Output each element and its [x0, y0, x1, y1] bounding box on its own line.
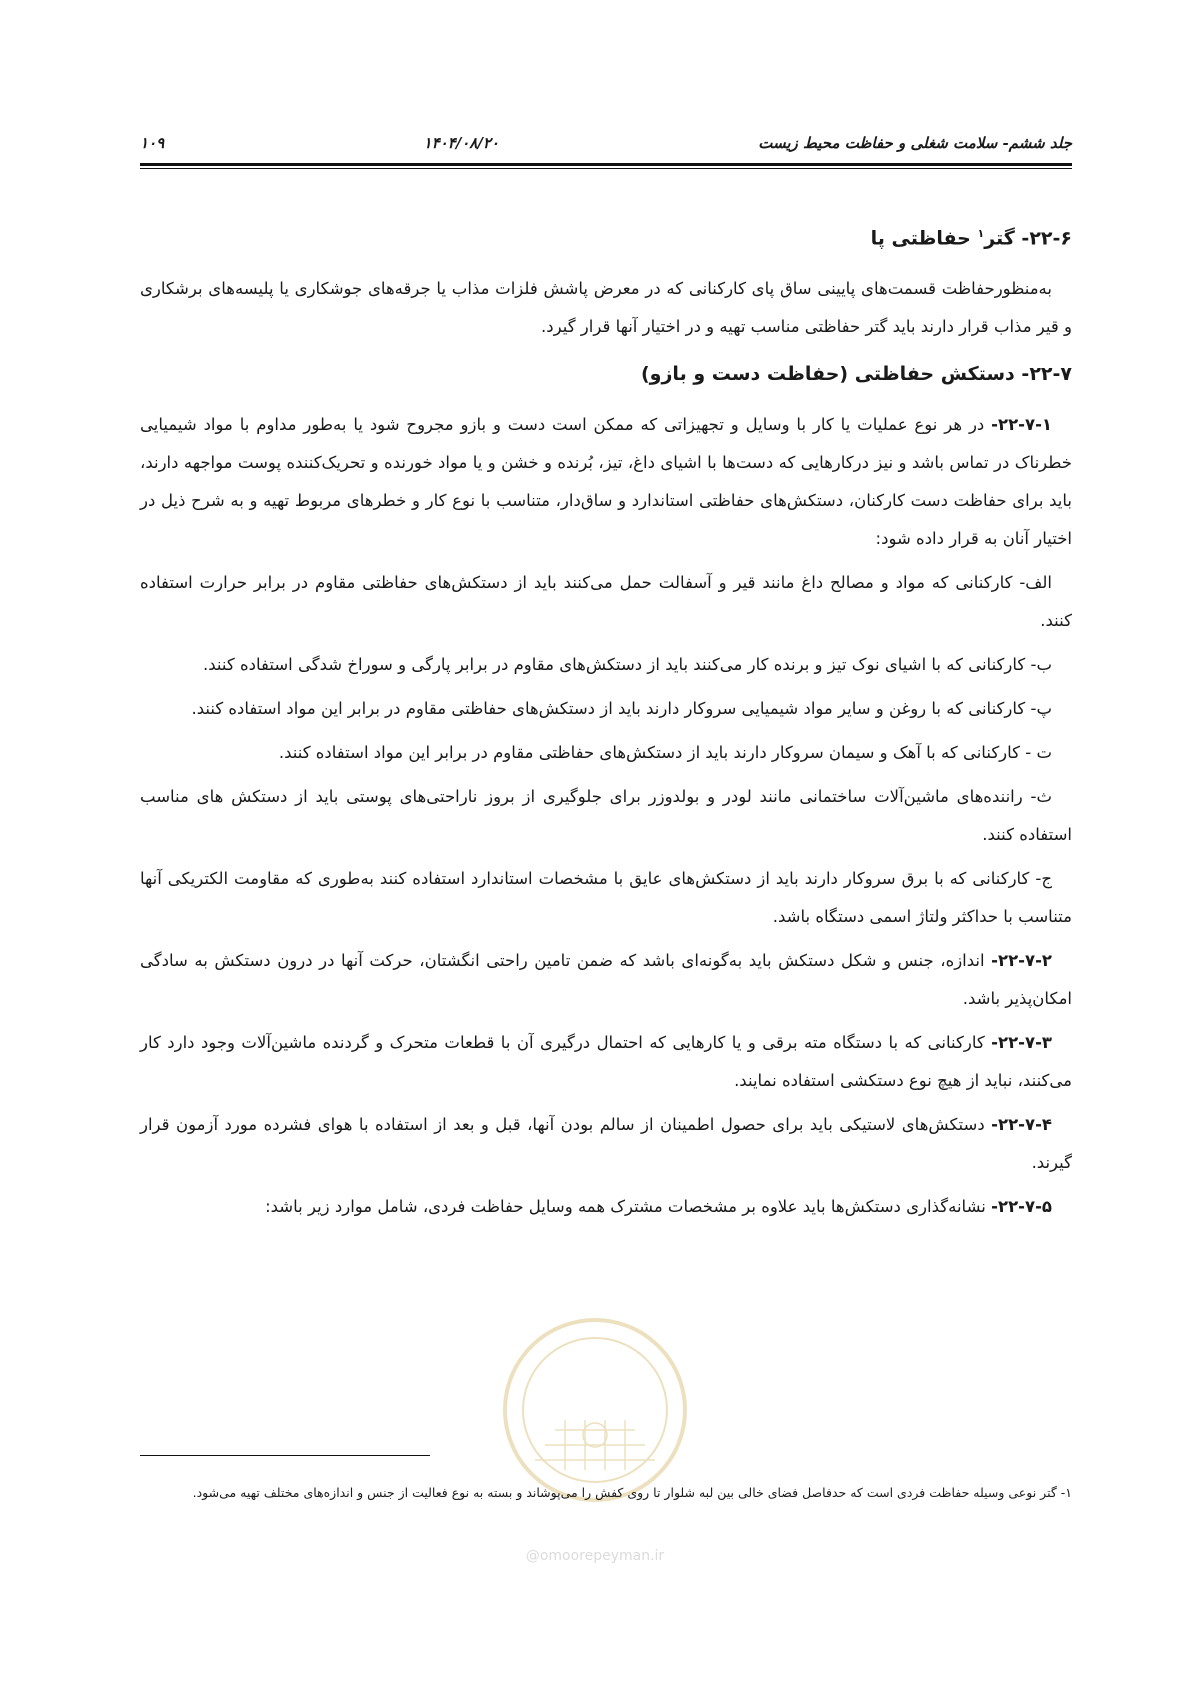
list-item-be: ب- کارکنانی که با اشیای نوک تیز و برنده کار می‌کنند باید از دستکش‌های مقاوم در برابر پارگی و سوراخ شدگی استفاده کنند.	[203, 655, 1052, 675]
clause-number: ۲۲-۷-۳-	[991, 1033, 1052, 1053]
running-header	[140, 128, 1072, 158]
clause-22-7-3: ۲۲-۷-۳- کارکنانی که با دستگاه مته برقی و یا کارهایی که احتمال درگیری آن با قطعات متحرک و گردنده ماشین‌آلات وجود دارد کار می‌کنند، نباید از هیچ نوع دستکشی استفاده نمایند.	[140, 1033, 1072, 1091]
paragraph-22-6: به‌منظورحفاظت قسمت‌های پایینی ساق پای کارکنانی که در معرض پاشش فلزات مذاب یا جرقه‌های جوشکاری یا پلیسه‌های برشکاری و قیر مذاب قرار دارند باید گتر حفاظتی مناسب تهیه و در اختیار آنها قرار گیرد.	[140, 279, 1072, 337]
clause-number: ۲۲-۷-۴-	[991, 1115, 1052, 1135]
clause-22-7-2: ۲۲-۷-۲- اندازه، جنس و شکل دستکش باید به‌گونه‌ای باشد که ضمن تامین راحتی انگشتان، حرکت آنها در درون دستکش به سادگی امکان‌پذیر باشد.	[140, 951, 1072, 1009]
clause-number: ۲۲-۷-۱-	[991, 415, 1052, 435]
list-item-jim: ج- کارکنانی که با برق سروکار دارند باید از دستکش‌های عایق با مشخصات استاندارد استفاده کنند به‌طوری که مقاومت الکتریکی آنها متناسب با حداکثر ولتاژ اسمی دستگاه باشد.	[140, 869, 1072, 927]
book-title: جلد ششم- سلامت شغلی و حفاظت محیط زیست	[758, 134, 1072, 152]
footnote-rule	[140, 1455, 430, 1456]
list-item-pe: پ- کارکنانی که با روغن و سایر مواد شیمیایی سروکار دارند باید از دستکش‌های حفاظتی مقاوم در برابر این مواد استفاده کنند.	[191, 699, 1052, 719]
list-item-te: ت - کارکنانی که با آهک و سیمان سروکار دارند باید از دستکش‌های حفاظتی مقاوم در برابر این مواد استفاده کنند.	[278, 743, 1052, 763]
main-content	[140, 212, 1072, 1232]
header-rule-thick	[140, 163, 1072, 166]
clause-22-7-1: ۲۲-۷-۱- در هر نوع عملیات یا کار با وسایل و تجهیزاتی که ممکن است دست و بازو مجروح شود یا به‌طور مداوم با مواد شیمیایی خطرناک در تماس باشد و نیز درکارهایی که دست‌ها با اشیای داغ، تیز، بُرنده و خشن و یا مواد خورنده و تحریک‌کننده پوست مواجهه دارند، باید برای حفاظت دست کارکنان، دستکش‌های حفاظتی استاندارد و ساق‌دار، متناسب با نوع کار و خطرهای مربوط تهیه و به شرح ذیل در اختیار آنان به قرار داده شود:	[140, 415, 1072, 549]
section-heading-22-7: ۲۲-۷- دستکش حفاظتی (حفاظت دست و بازو)	[641, 363, 1072, 386]
watermark-site: @omoorepeyman.ir	[525, 1548, 665, 1564]
list-item-se: ث- راننده‌های ماشین‌آلات ساختمانی مانند لودر و بولدوزر برای جلوگیری از بروز ناراحتی‌های پوستی باید از دستکش های مناسب استفاده کنند.	[140, 787, 1072, 845]
clause-22-7-4: ۲۲-۷-۴- دستکش‌های لاستیکی باید برای حصول اطمینان از سالم بودن آنها، قبل و بعد از استفاده با هوای فشرده مورد آزمون قرار گیرند.	[140, 1115, 1072, 1173]
list-item-alef: الف- کارکنانی که مواد و مصالح داغ مانند قیر و آسفالت حمل می‌کنند باید از دستکش‌های حفاظتی مقاوم در برابر حرارت استفاده کنند.	[140, 573, 1072, 631]
page-number: ۱۰۹	[140, 134, 165, 152]
clause-22-7-5: ۲۲-۷-۵- نشانه‌گذاری دستکش‌ها باید علاوه بر مشخصات مشترک همه وسایل حفاظت فردی، شامل موارد زیر باشد:	[265, 1197, 1052, 1217]
footnote: ۱- گتر نوعی وسیله حفاظت فردی است که حدفاصل فضای خالی بین لبه شلوار تا روی کفش را می‌پوشاند و بسته به نوع فعالیت از جنس و اندازه‌های مختلف تهیه می‌شود.	[192, 1485, 1072, 1500]
clause-number: ۲۲-۷-۵-	[991, 1197, 1052, 1217]
header-date: ۱۴۰۴/۰۸/۲۰	[423, 134, 499, 152]
header-rule-thin	[140, 168, 1072, 169]
section-heading-22-6: ۲۲-۶- گتر$^۱$ حفاظتی پا	[870, 227, 1072, 250]
clause-number: ۲۲-۷-۲-	[991, 951, 1052, 971]
footnote-ref: ۱	[977, 227, 985, 240]
